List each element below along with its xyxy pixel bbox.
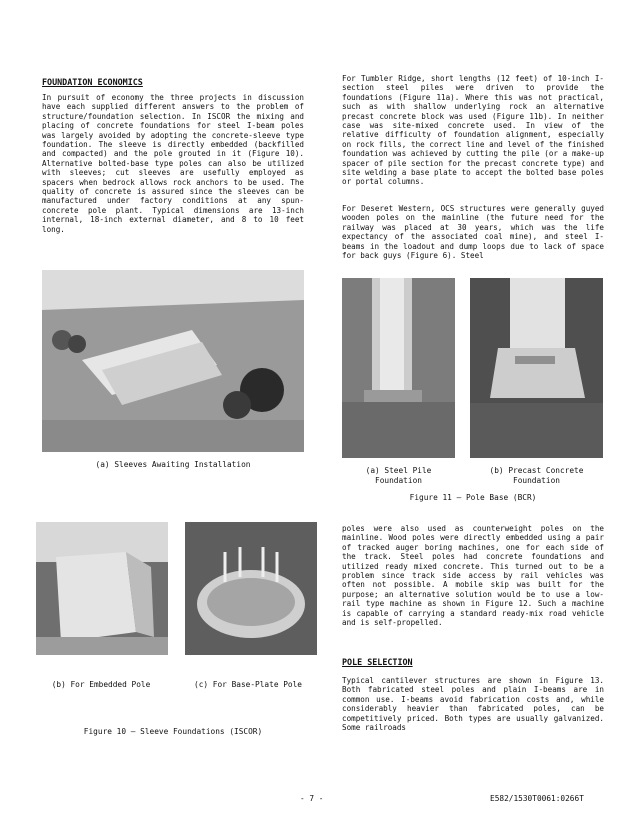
section-heading-pole-selection: POLE SELECTION: [342, 657, 413, 667]
figure-11b-caption: (b) Precast Concrete Foundation: [489, 466, 584, 485]
document-code: E582/1530T0061:0266T: [490, 794, 584, 803]
figure-11-title: Figure 11 – Pole Base (BCR): [409, 493, 537, 502]
paragraph-wood-poles: poles were also used as counterweight poles on the mainline. Wood poles were directly embedded using a pair of tracked auger boring machines, one for each side of the track. Steel poles had concrete foundations and utilized ready mixed concrete. This turned out to be a problem since track side access by rail vehicles was often not possible. A mobile skip was built for the purpose; an alternative solution would be to use a low-rail type machine as shown in Figure 12. Such a machine is capable of carrying a standard ready-mix road vehicle and is self-propelled.: [342, 524, 604, 628]
figure-10b-caption: (b) For Embedded Pole: [51, 680, 151, 689]
paragraph-deseret-western: For Deseret Western, OCS structures were generally guyed wooden poles on the mainline (the future need for the railway was placed at 30 years, which was the life expectancy of the associated coal mine), and steel I-beams in the loadout and dump loops due to lack of space for back guys (Figure 6). Steel: [342, 204, 604, 261]
figure-10a-photo: [42, 270, 304, 452]
paragraph-pole-selection: Typical cantilever structures are shown in Figure 13. Both fabricated steel poles and plain I-beams are in common use. I-beams avoid fabrication costs and, while considerably heavier than fabricated poles, can be competitively priced. Both types are usually galvanized. Some railroads: [342, 676, 604, 733]
figure-11b-photo: [470, 278, 603, 458]
section-heading-foundation-economics: FOUNDATION ECONOMICS: [42, 77, 143, 87]
figure-11a-caption: (a) Steel Pile Foundation: [365, 466, 432, 485]
figure-10b-photo: [36, 522, 168, 655]
paragraph-foundation-economics: In pursuit of economy the three projects in discussion have each supplied different answers to the problem of structure/foundation selection. In ISCOR the mixing and placing of concrete foundations for steel I-beam poles was largely avoided by adopting the concrete-sleeve type foundation. The sleeve is directly embedded (backfilled and compacted) and the pole grouted in it (Figure 10). Alternative bolted-base type poles can also be utilized with sleeves; cut sleeves are usefully employed as spacers when bedrock allows rock anchors to be used. The quality of concrete is assured since the sleeves can be manufactured under factory conditions at any spun-concrete pole plant. Typical dimensions are 13-inch internal, 18-inch external diameter, and 8 to 10 feet long.: [42, 93, 304, 234]
figure-10c-caption: (c) For Base-Plate Pole: [194, 680, 302, 689]
figure-10a-caption: (a) Sleeves Awaiting Installation: [95, 460, 251, 469]
paragraph-tumbler-ridge: For Tumbler Ridge, short lengths (12 feet) of 10-inch I-section steel piles were driven to provide the foundations (Figure 11a). Where this was not practical, such as with shallow underlying rock an alternative precast concrete block was used (Figure 11b). In neither case was site-mixed concrete used. In view of the relative difficulty of foundation alignment, especially on rock fills, the correct line and level of the finished foundation was achieved by cutting the pile (or a make-up spacer of pile section for the precast concrete type) and site welding a base plate to accept the bolted base poles or portal columns.: [342, 74, 604, 187]
figure-10c-photo: [185, 522, 317, 655]
figure-11a-photo: [342, 278, 455, 458]
figure-10-title: Figure 10 – Sleeve Foundations (ISCOR): [83, 727, 263, 736]
page-number: - 7 -: [300, 794, 324, 803]
